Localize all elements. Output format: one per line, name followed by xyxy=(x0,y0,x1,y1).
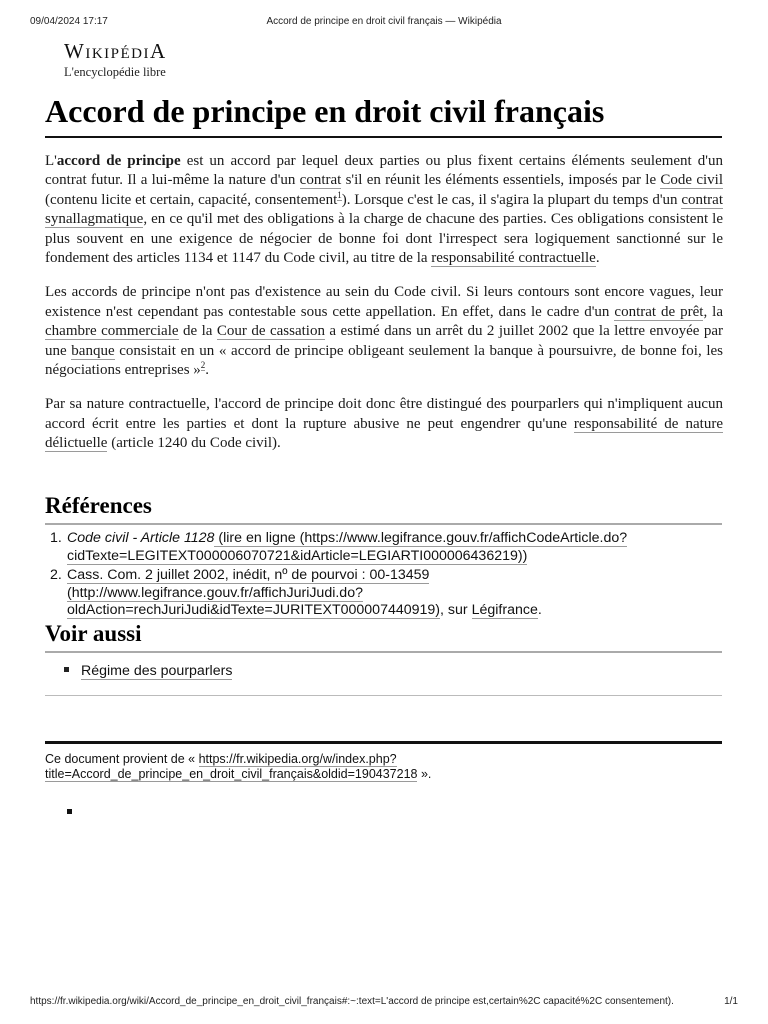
link-legifrance[interactable]: Légifrance xyxy=(471,602,538,618)
see-also-heading: Voir aussi xyxy=(45,621,142,646)
reference-link[interactable]: (lire en ligne (https://www.legifrance.gouv.fr/affichCodeArticle.do?cidTexte=LEGITEXT000006070721&idArticle=LEGIARTI000006436219)) xyxy=(67,530,628,564)
link-responsabilite-contractuelle[interactable]: responsabilité contractuelle xyxy=(431,250,596,267)
link-banque[interactable]: banque xyxy=(71,342,115,359)
footer-divider xyxy=(45,741,722,744)
list-item xyxy=(64,662,232,680)
references-list xyxy=(45,530,725,622)
source-link[interactable]: https://fr.wikipedia.org/w/index.php?title=Accord_de_principe_en_droit_civil_français&oldid=190437218 xyxy=(45,752,418,781)
page-title: Accord de principe en droit civil français xyxy=(45,93,605,129)
bullet-icon xyxy=(67,809,72,814)
link-contrat-synallagmatique[interactable]: contrat synallagmatique xyxy=(45,191,723,228)
print-datetime: 09/04/2024 17:17 xyxy=(30,16,108,27)
bullet-icon xyxy=(64,667,69,672)
link-chambre-commerciale[interactable]: chambre commerciale xyxy=(45,323,179,340)
article-body xyxy=(45,152,723,469)
source-notice: Ce document provient de « https://fr.wikipedia.org/w/index.php?title=Accord_de_principe_en_droit_civil_français&oldid=190437218 ». xyxy=(45,752,432,781)
print-document-title: Accord de principe en droit civil français — Wikipédia xyxy=(266,16,502,27)
paragraph-2: Les accords de principe n'ont pas d'existence au sein du Code civil. Si leurs contours sont encore vagues, leur existence n'est cependant pas contestable sous cette appellation. En effet, dans le cadre d'un contrat de prêt, la chambre commerciale de la Cour de cassation a estimé dans un arrêt du 2 juillet 2002 que la lettre envoyée par une banque consistait en un « accord de principe obligeant seulement la banque à poursuivre, de bonne foi, les négociations entreprises »$^2$. xyxy=(45,284,724,379)
logo-wordmark: WIKIPÉDIA xyxy=(64,39,167,63)
print-header xyxy=(30,16,738,30)
logo-tagline: L'encyclopédie libre xyxy=(64,65,166,79)
references-divider xyxy=(45,523,722,525)
paragraph-1: L'accord de principe est un accord par lequel deux parties ou plus fixent certains éléments seulement d'un contrat futur. Il a lui-même la nature d'un contrat s'il en réunit les éléments essentiels, imposés par le Code civil (contenu licite et certain, capacité, consentement$^1$). Lorsque c'est le cas, il s'agira la plupart du temps d'un contrat synallagmatique, en ce qu'il met des obligations à la charge de chacune des parties. Ces obligations consistent le plus souvent en une exigence de négocier de bonne foi dont l'irrespect sera logiquement sanctionné sur le fondement des articles 1134 et 1147 du Code civil, au titre de la responsabilité contractuelle. xyxy=(45,153,723,267)
wikipedia-logo[interactable] xyxy=(64,40,204,79)
link-contrat[interactable]: contrat xyxy=(299,172,342,189)
see-also-divider xyxy=(45,651,722,653)
reference-link[interactable]: Cass. Com. 2 juillet 2002, inédit, nº de pourvoi : 00-13459 (http://www.legifrance.gouv.fr/affichJuriJudi.do?oldAction=rechJuriJudi&idTexte=JURITEXT000007440919) xyxy=(67,567,441,618)
link-contrat-de-pret[interactable]: contrat de prêt xyxy=(614,303,704,320)
link-responsabilite-delictuelle[interactable]: responsabilité de nature délictuelle xyxy=(45,415,724,452)
footnote-2[interactable]: 2 xyxy=(200,360,206,371)
link-cour-de-cassation[interactable]: Cour de cassation xyxy=(216,323,325,340)
link-code-civil[interactable]: Code civil xyxy=(660,172,723,189)
content-end-divider xyxy=(45,695,722,696)
print-page-number: 1/1 xyxy=(724,996,738,1007)
print-url: https://fr.wikipedia.org/wiki/Accord_de_principe_en_droit_civil_français#:~:text=L'accord de principe est,certain%2C capacité%2C consentement). xyxy=(30,996,674,1007)
reference-item: 2. Cass. Com. 2 juillet 2002, inédit, nº de pourvoi : 00-13459 (http://www.legifrance.gouv.fr/affichJuriJudi.do?oldAction=rechJuriJudi&idTexte=JURITEXT000007440919), sur Légifrance. xyxy=(50,567,542,618)
reference-item: 1. Code civil - Article 1128 (lire en ligne (https://www.legifrance.gouv.fr/affichCodeArticle.do?cidTexte=LEGITEXT000006070721&idArticle=LEGIARTI000006436219)) xyxy=(50,530,628,564)
footnote-1[interactable]: 1 xyxy=(337,189,342,200)
link-regime-des-pourparlers[interactable]: Régime des pourparlers xyxy=(81,663,233,679)
paragraph-3: Par sa nature contractuelle, l'accord de principe doit donc être distingué des pourparlers qui n'impliquent aucun accord écrit entre les parties et dont la rupture abusive ne peut engendrer qu'une responsabilité de nature délictuelle (article 1240 du Code civil). xyxy=(45,396,724,452)
references-heading: Références xyxy=(45,493,152,518)
print-footer xyxy=(30,996,738,1010)
title-divider xyxy=(45,136,722,138)
see-also-list xyxy=(64,662,232,680)
